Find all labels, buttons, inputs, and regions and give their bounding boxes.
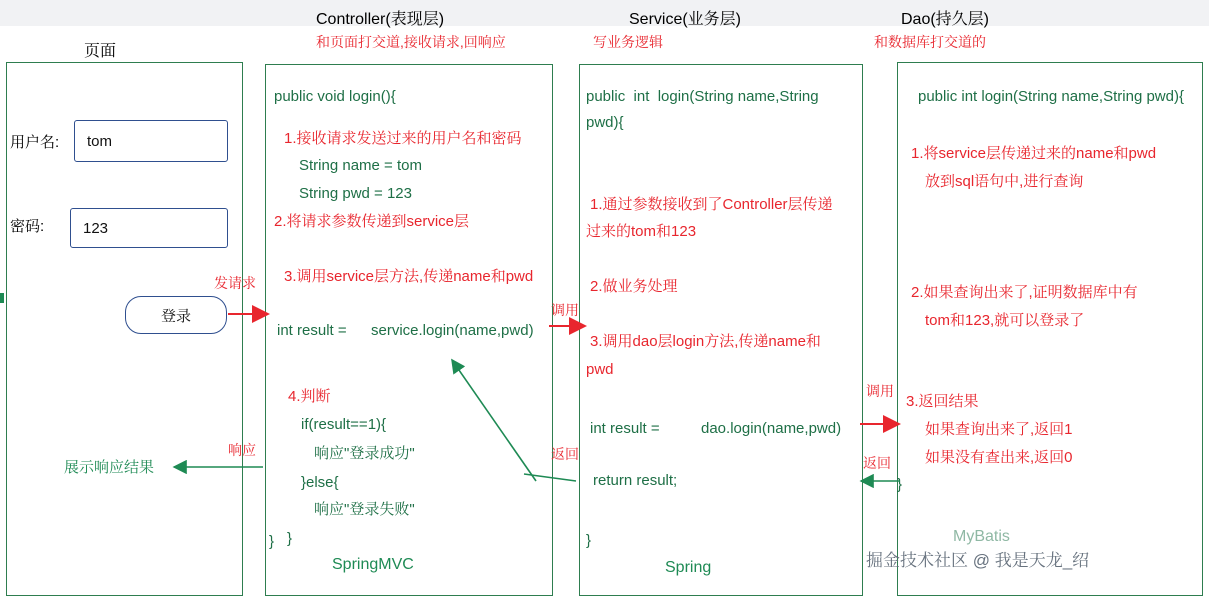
dao-note-1-line2: 放到sql语句中,进行查询 xyxy=(925,173,1084,190)
arrow-label-call-dao: 调用 xyxy=(866,383,894,399)
edge-marker xyxy=(0,293,4,303)
service-code-close: } xyxy=(586,532,592,549)
controller-note-1: 1.接收请求发送过来的用户名和密码 xyxy=(284,130,522,147)
column-title-dao: Dao(持久层) xyxy=(901,11,990,28)
column-subtitle-dao: 和数据库打交道的 xyxy=(874,34,986,50)
controller-code-result-right: service.login(name,pwd) xyxy=(371,322,534,339)
password-input[interactable]: 123 xyxy=(70,208,228,248)
dao-framework-label: MyBatis xyxy=(953,528,1010,545)
service-code-result-right: dao.login(name,pwd) xyxy=(701,420,842,437)
arrow-label-response: 响应 xyxy=(228,442,256,458)
controller-note-2: 2.将请求参数传递到service层 xyxy=(274,213,470,230)
dao-note-3: 3.返回结果 xyxy=(906,393,979,410)
dao-method-signature: public int login(String name,String pwd){ xyxy=(918,88,1184,105)
controller-code-name: String name = tom xyxy=(299,157,422,174)
column-title-service: Service(业务层) xyxy=(629,11,742,28)
service-note-1-line2: 过来的tom和123 xyxy=(586,223,697,240)
arrow-label-return-controller: 返回 xyxy=(551,446,579,462)
service-framework-label: Spring xyxy=(665,559,712,576)
watermark: 掘金技术社区 @ 我是天龙_绍 xyxy=(866,551,1090,570)
service-note-1-line1: 1.通过参数接收到了Controller层传递 xyxy=(590,196,833,213)
controller-code-success: 响应"登录成功" xyxy=(314,445,415,462)
controller-code-else: }else{ xyxy=(301,474,339,491)
column-subtitle-service: 写业务逻辑 xyxy=(593,34,663,50)
username-input[interactable]: tom xyxy=(74,120,228,162)
column-title-controller: Controller(表现层) xyxy=(316,11,445,28)
controller-code-close-method: } xyxy=(269,533,275,550)
dao-note-2-line2: tom和123,就可以登录了 xyxy=(925,312,1085,329)
service-note-3-line1: 3.调用dao层login方法,传递name和 xyxy=(590,333,821,350)
service-code-result-left: int result = xyxy=(590,420,664,437)
service-note-2: 2.做业务处理 xyxy=(590,278,678,295)
login-button[interactable]: 登录 xyxy=(125,296,227,334)
dao-note-3-line1: 如果查询出来了,返回1 xyxy=(925,421,1073,438)
dao-code-close: } xyxy=(897,476,903,493)
username-label: 用户名: xyxy=(10,134,60,151)
arrow-label-call-service: 调用 xyxy=(551,302,579,318)
controller-framework-label: SpringMVC xyxy=(332,556,414,573)
service-method-signature-line2: pwd){ xyxy=(586,114,624,131)
response-result-text: 展示响应结果 xyxy=(64,459,155,476)
service-panel xyxy=(579,64,863,596)
dao-note-1-line1: 1.将service层传递过来的name和pwd xyxy=(911,145,1157,162)
dao-note-2-line1: 2.如果查询出来了,证明数据库中有 xyxy=(911,284,1138,301)
controller-code-close-inner: } xyxy=(287,530,293,547)
controller-code-fail: 响应"登录失败" xyxy=(314,501,415,518)
password-label: 密码: xyxy=(10,218,45,235)
controller-note-4: 4.判断 xyxy=(288,388,331,405)
controller-code-result-left: int result = xyxy=(277,322,351,339)
service-note-3-line2: pwd xyxy=(586,361,614,378)
column-title-page: 页面 xyxy=(84,43,117,60)
service-method-signature-line1: public int login(String name,String xyxy=(586,88,819,105)
top-strip xyxy=(0,0,1209,26)
arrow-label-request: 发请求 xyxy=(214,275,256,291)
column-subtitle-controller: 和页面打交道,接收请求,回响应 xyxy=(316,34,506,50)
controller-note-3: 3.调用service层方法,传递name和pwd xyxy=(284,268,534,285)
service-code-return: return result; xyxy=(593,472,678,489)
controller-code-pwd: String pwd = 123 xyxy=(299,185,412,202)
dao-note-3-line2: 如果没有查出来,返回0 xyxy=(925,449,1073,466)
controller-code-if: if(result==1){ xyxy=(301,416,387,433)
arrow-label-return-service: 返回 xyxy=(863,455,891,471)
controller-method-signature: public void login(){ xyxy=(274,88,396,105)
